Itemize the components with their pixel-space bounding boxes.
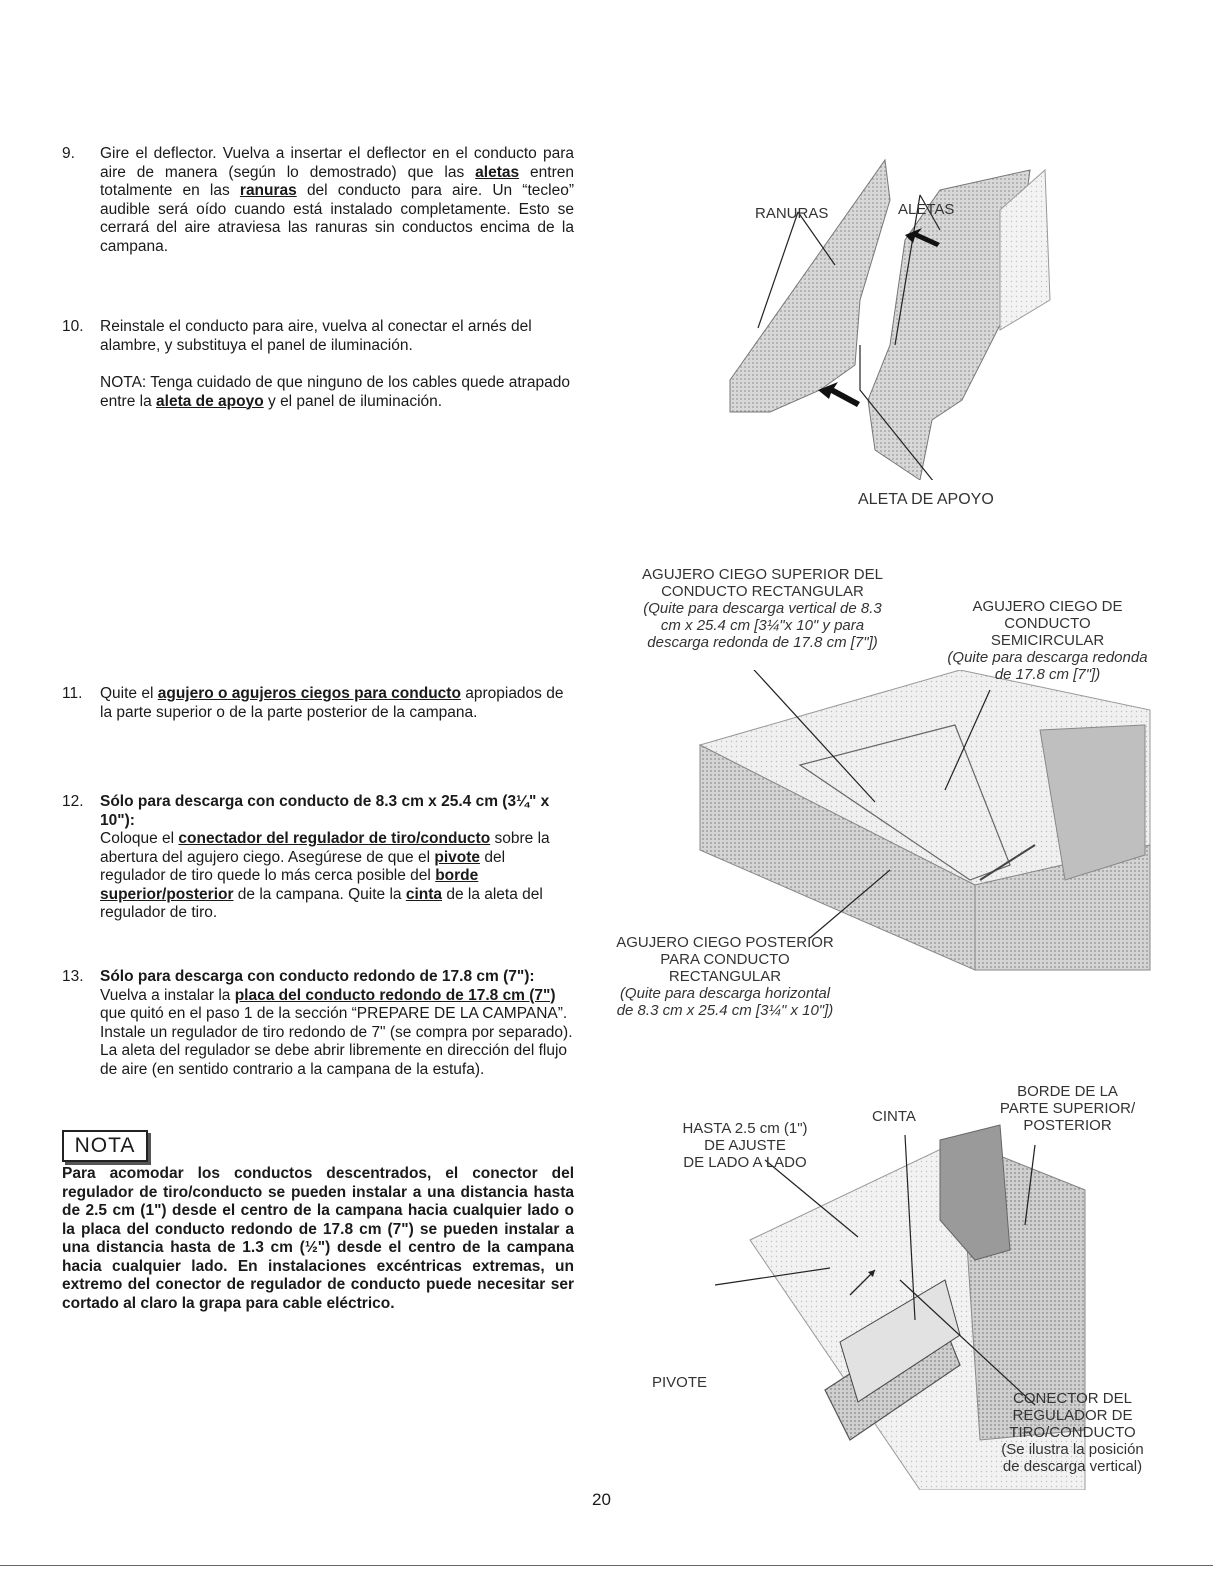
nota-badge: NOTA	[62, 1130, 148, 1162]
step-text: Reinstale el conducto para aire, vuelva al conectar el arnés del alambre, y substituya el panel de iluminación.	[100, 318, 532, 354]
step-heading: Sólo para descarga con conducto de 8.3 cm x 25.4 cm (3¼" x 10"):	[100, 793, 550, 829]
cinta-label: CINTA	[872, 1108, 916, 1125]
bottom-rule	[0, 1565, 1213, 1566]
ranuras-label: RANURAS	[755, 205, 829, 222]
rear-knockout-label: AGUJERO CIEGO POSTERIOR PARA CONDUCTO RECTANGULAR (Quite para descarga horizontal de 8.3 cm x 25.4 cm [3¼" x 10"])	[616, 934, 834, 1019]
step-number: 12.	[62, 793, 84, 810]
step-12	[62, 793, 574, 923]
step-text: Gire el deflector. Vuelva a insertar el deflector en el conducto para aire de manera (según lo demostrado) que las aletas entren totalmente en las ranuras del conducto para aire. Un “tecleo” audible será oído cuando está instalado completamente. Esto se cerrará del aire atraviesa las ranuras sin conductos encima de la campana.	[100, 145, 574, 255]
aletas-label: ALETAS	[898, 201, 955, 218]
step-text: Vuelva a instalar la placa del conducto redondo de 17.8 cm (7") que quitó en el paso 1 de la sección “PREPARE DE LA CAMPANA”. Instale un regulador de tiro redondo de 7" (se compra por separado). La aleta del regulador se debe abrir libremente en dirección del flujo de aire (en sentido contrario a la campana de la estufa).	[100, 986, 573, 1078]
step-13	[62, 968, 574, 1079]
step-text: Quite el agujero o agujeros ciegos para conducto apropiados de la parte superior o de la parte posterior de la campana.	[100, 685, 564, 721]
step-9	[62, 145, 574, 256]
semicircular-knockout-label: AGUJERO CIEGO DE CONDUCTO SEMICIRCULAR (Quite para descarga redonda de 17.8 cm [7"])	[947, 598, 1148, 683]
aleta-apoyo-label: ALETA DE APOYO	[858, 491, 994, 508]
pivote-label: PIVOTE	[652, 1374, 708, 1391]
hasta-label: HASTA 2.5 cm (1") DE AJUSTE DE LADO A LADO	[682, 1120, 808, 1171]
step-number: 13.	[62, 968, 84, 985]
conector-label: CONECTOR DEL REGULADOR DE TIRO/CONDUCTO (Se ilustra la posición de descarga vertical)	[1001, 1390, 1144, 1475]
step-note: NOTA: Tenga cuidado de que ninguno de los cables quede atrapado entre la aleta de apoyo y el panel de iluminación.	[100, 374, 570, 410]
step-text: Coloque el conectador del regulador de tiro/conducto sobre la abertura del agujero ciego. Asegúrese de que el pivote del regulador de tiro quede lo más cerca posible del borde superior/posterior de la campana. Quite la cinta de la aleta del regulador de tiro.	[100, 830, 550, 921]
top-knockout-label: AGUJERO CIEGO SUPERIOR DEL CONDUCTO RECTANGULAR (Quite para descarga vertical de 8.3 cm x 25.4 cm [3¼"x 10" y para descarga redonda de 17.8 cm [7"])	[642, 566, 883, 651]
step-number: 10.	[62, 318, 84, 335]
borde-label: BORDE DE LA PARTE SUPERIOR/ POSTERIOR	[999, 1083, 1136, 1134]
step-number: 11.	[62, 685, 83, 702]
deflector-illustration	[700, 150, 1060, 480]
nota-text: Para acomodar los conductos descentrados, el conector del regulador de tiro/conducto se pueden instalar a una distancia hasta de 2.5 cm (1") desde el centro de la campana hacia cualquier lado o la placa del conducto redondo de 17.8 cm (7") se pueden instalar a una distancia hasta de 1.3 cm (½") desde el centro de la campana hacia cualquier lado. En instalaciones excéntricas extremas, un extremo del conector de regulador de conducto puede necesitar ser cortado al claro la grapa para cable eléctrico.	[62, 1165, 574, 1312]
step-11	[62, 685, 574, 722]
step-10	[62, 318, 574, 411]
page-number: 20	[592, 1490, 611, 1509]
step-number: 9.	[62, 145, 75, 162]
step-heading: Sólo para descarga con conducto redondo de 17.8 cm (7"):	[100, 968, 535, 985]
